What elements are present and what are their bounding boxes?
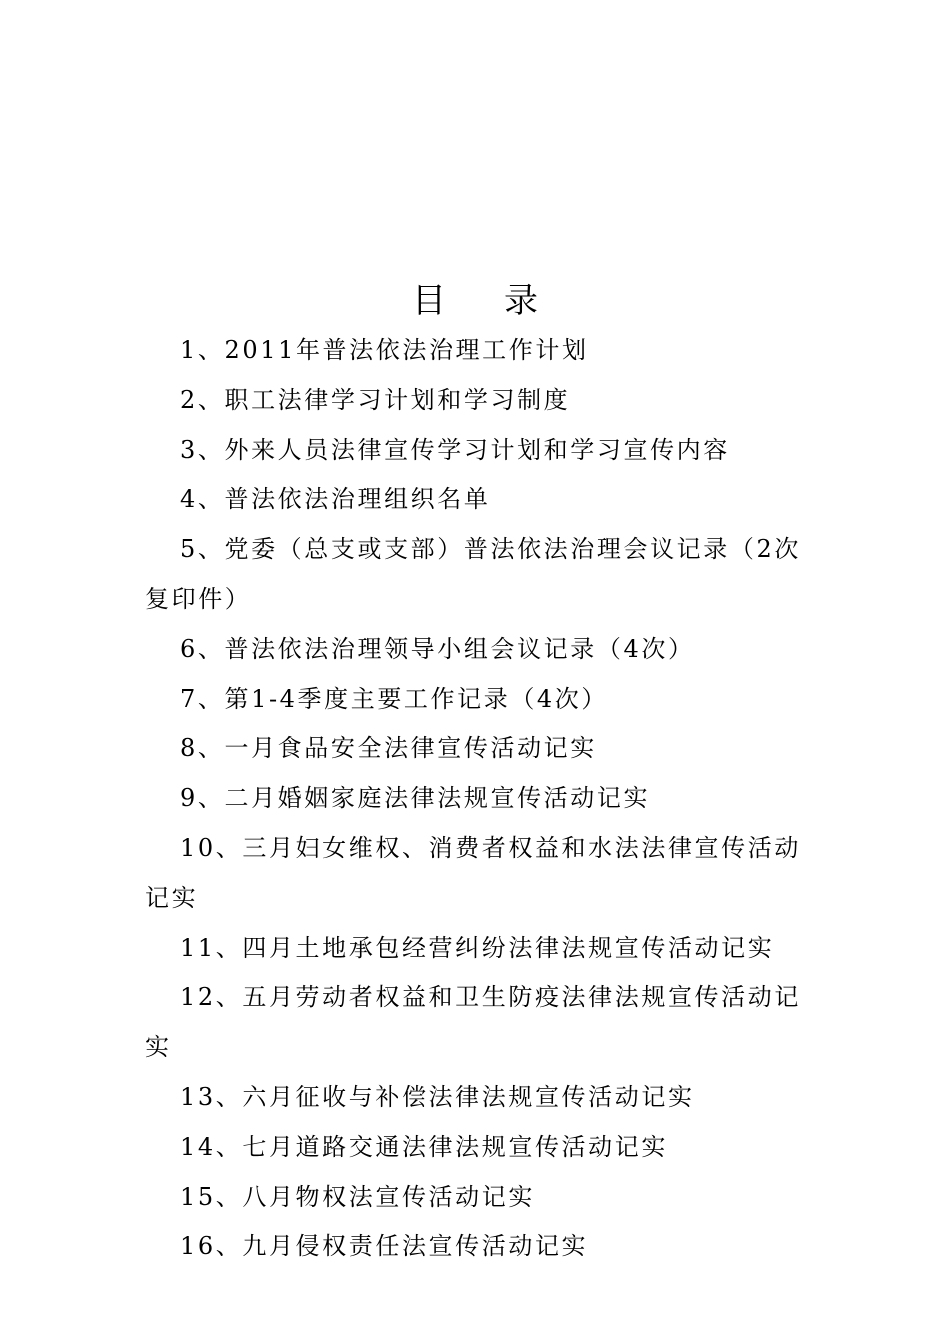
toc-item-13: 13、六月征收与补偿法律法规宣传活动记实 (180, 1082, 695, 1111)
toc-item-15: 15、八月物权法宣传活动记实 (180, 1182, 535, 1211)
toc-item-8: 8、一月食品安全法律宣传活动记实 (180, 734, 597, 763)
title-right-char: 录 (504, 281, 538, 321)
toc-item-6: 6、普法依法治理领导小组会议记录（4次） (180, 634, 695, 663)
table-of-contents (145, 326, 810, 1272)
page-title (0, 278, 950, 324)
title-left-char: 目 (412, 281, 446, 321)
toc-item-12: 12、五月劳动者权益和卫生防疫法律法规宣传活动记实 (145, 983, 801, 1062)
toc-item-16: 16、九月侵权责任法宣传活动记实 (180, 1232, 589, 1261)
toc-item-5: 5、党委（总支或支部）普法依法治理会议记录（2次复印件） (145, 535, 801, 613)
toc-item-7: 7、第1-4季度主要工作记录（4次） (180, 684, 608, 713)
toc-item-2: 2、职工法律学习计划和学习制度 (180, 385, 571, 414)
toc-item-3: 3、外来人员法律宣传学习计划和学习宣传内容 (180, 435, 730, 464)
toc-item-1: 1、2011年普法依法治理工作计划 (180, 336, 589, 364)
toc-item-9: 9、二月婚姻家庭法律法规宣传活动记实 (180, 784, 651, 813)
toc-item-10: 10、三月妇女维权、消费者权益和水法法律宣传活动记实 (145, 833, 801, 912)
toc-item-4: 4、普法依法治理组织名单 (180, 485, 491, 514)
toc-item-14: 14、七月道路交通法律法规宣传活动记实 (180, 1132, 668, 1161)
toc-item-11: 11、四月土地承包经营纠纷法律法规宣传活动记实 (180, 933, 775, 962)
